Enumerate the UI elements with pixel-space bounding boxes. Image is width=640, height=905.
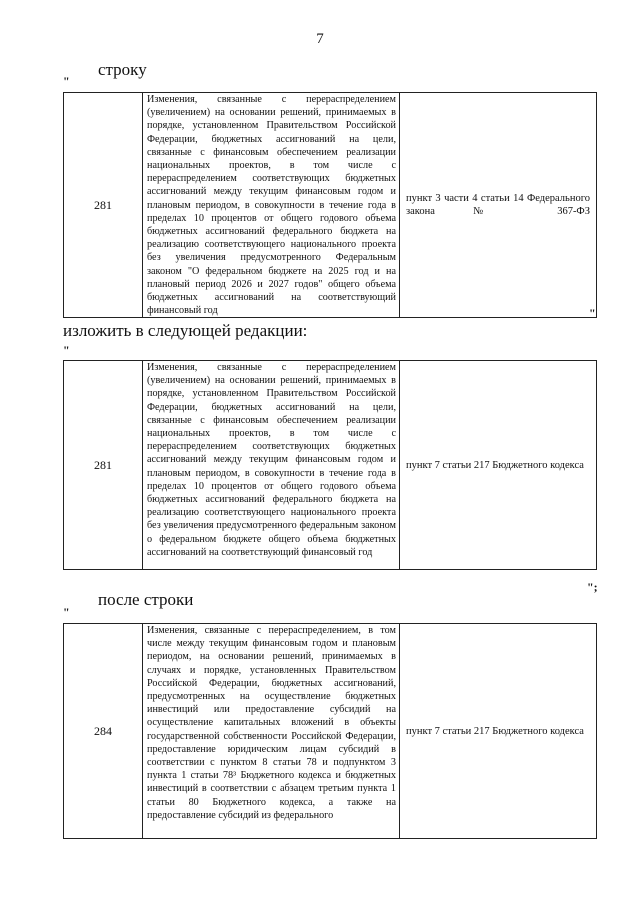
heading-row-label: строку xyxy=(98,60,147,79)
heading-new-wording: изложить в следующей редакции: xyxy=(63,321,308,340)
heading-after-row: после строки xyxy=(98,590,194,609)
row-description: Изменения, связанные с перераспределением (увеличением) на основании решений, принимаемых в порядке, установленном Правительством Российской Федерации, бюджетных ассигнований на цели, связанные с финансовым обеспечением реализации национальных проектов, в том числе с перераспределением соответствующих бюджетных ассигнований между текущим финансовым годом и плановым периодом, в совокупности в течение года в пределах 10 процентов от общего годового объема бюджетных ассигнований федерального бюджета на реализацию соответствующего национального проекта без увеличения предусмотренного Федеральным законом "О федеральном бюджете на 2025 год и на плановый период 2026 и 2027 годов" общего объема бюджетных ассигнований на соответствующий финансовый год xyxy=(147,94,396,317)
row-legal-basis: пункт 7 статьи 217 Бюджетного кодекса xyxy=(406,725,584,737)
row-description: Изменения, связанные с перераспределением, в том числе между текущим финансовым годом и плановым периодом, на основании решений, принимаемых в случаях и порядке, установленных Правительством Российской Федерации, бюджетных ассигнований, предусмотренных на осуществление бюджетных инвестиций или предоставление субсидий на осуществление капитальных вложений в объекты государственной собственности Российской Федерации, предоставление юридическим лицам субсидий в соответствии с пунктом 8 статьи 78 и подпунктом 3 пункта 1 статьи 78³ Бюджетного кодекса и бюджетных инвестиций в соответствии с абзацем третьим пункта 1 статьи 80 Бюджетного кодекса, а также на предоставление субсидий из федерального xyxy=(147,625,396,821)
close-quote-2: "; xyxy=(587,580,598,594)
row-legal-basis: пункт 7 статьи 217 Бюджетного кодекса xyxy=(406,459,584,471)
open-quote-2: " xyxy=(63,343,70,357)
page-number: 7 xyxy=(316,31,324,47)
row-number: 281 xyxy=(94,197,112,212)
open-quote-3: " xyxy=(63,605,70,619)
row-legal-basis: пункт 3 части 4 статьи 14 Федерального закона № 367-ФЗ xyxy=(406,193,590,218)
table-row-284 xyxy=(63,623,597,839)
open-quote-1: " xyxy=(63,74,70,88)
table-row-281-old xyxy=(63,92,597,318)
row-number: 281 xyxy=(94,457,112,472)
row-description: Изменения, связанные с перераспределением (увеличением) на основании решений, принимаемых в порядке, установленном Правительством Российской Федерации, бюджетных ассигнований на цели, связанные с финансовым обеспечением реализации национальных проектов, в том числе с перераспределением соответствующих бюджетных ассигнований между текущим финансовым годом и плановым периодом, в совокупности в течение года в пределах 10 процентов от общего годового объема бюджетных ассигнований федерального бюджета на реализацию соответствующего национального проекта без увеличения предусмотренного федеральным законом о федеральном бюджете общего объема бюджетных ассигнований на соответствующий финансовый год xyxy=(147,362,396,558)
row-number: 284 xyxy=(94,723,112,738)
close-quote-1: " xyxy=(589,306,596,320)
table-row-281-new xyxy=(63,360,597,570)
